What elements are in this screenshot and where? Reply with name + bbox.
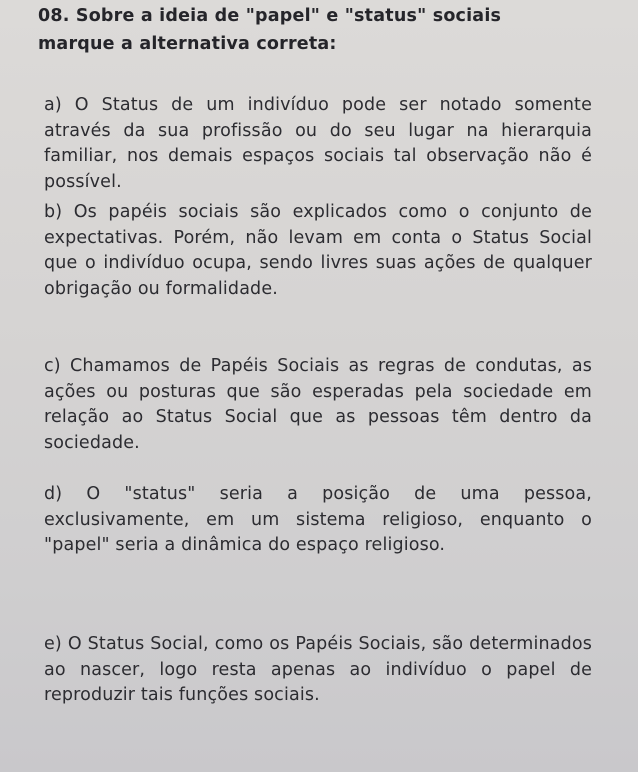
alternative-b: b) Os papéis sociais são explicados como o conjunto de expectativas. Porém, não levam em conta o Status Social que o indivíduo ocupa, sendo livres suas ações de qualquer obrigação ou formalidade. xyxy=(44,202,592,299)
alternative-d: d) O "status" seria a posição de uma pessoa, exclusivamente, em um sistema religioso, enquanto o "papel" seria a dinâmica do espaço religioso. xyxy=(44,484,592,555)
question-title-line-2: marque a alternativa correta: xyxy=(38,34,337,54)
alternative-c: c) Chamamos de Papéis Sociais as regras de condutas, as ações ou posturas que são esperadas pela sociedade em relação ao Status Social que as pessoas têm dentro da sociedade. xyxy=(44,356,592,453)
alternative-e: e) O Status Social, como os Papéis Sociais, são determinados ao nascer, logo resta apenas ao indivíduo o papel de reproduzir tais funções sociais. xyxy=(44,634,592,705)
alternative-a: a) O Status de um indivíduo pode ser notado somente através da sua profissão ou do seu lugar na hierarquia familiar, nos demais espaços sociais tal observação não é possível. xyxy=(44,95,592,192)
question-title-line-1: 08. Sobre a ideia de "papel" e "status" sociais xyxy=(38,6,502,26)
question-title xyxy=(38,2,598,58)
